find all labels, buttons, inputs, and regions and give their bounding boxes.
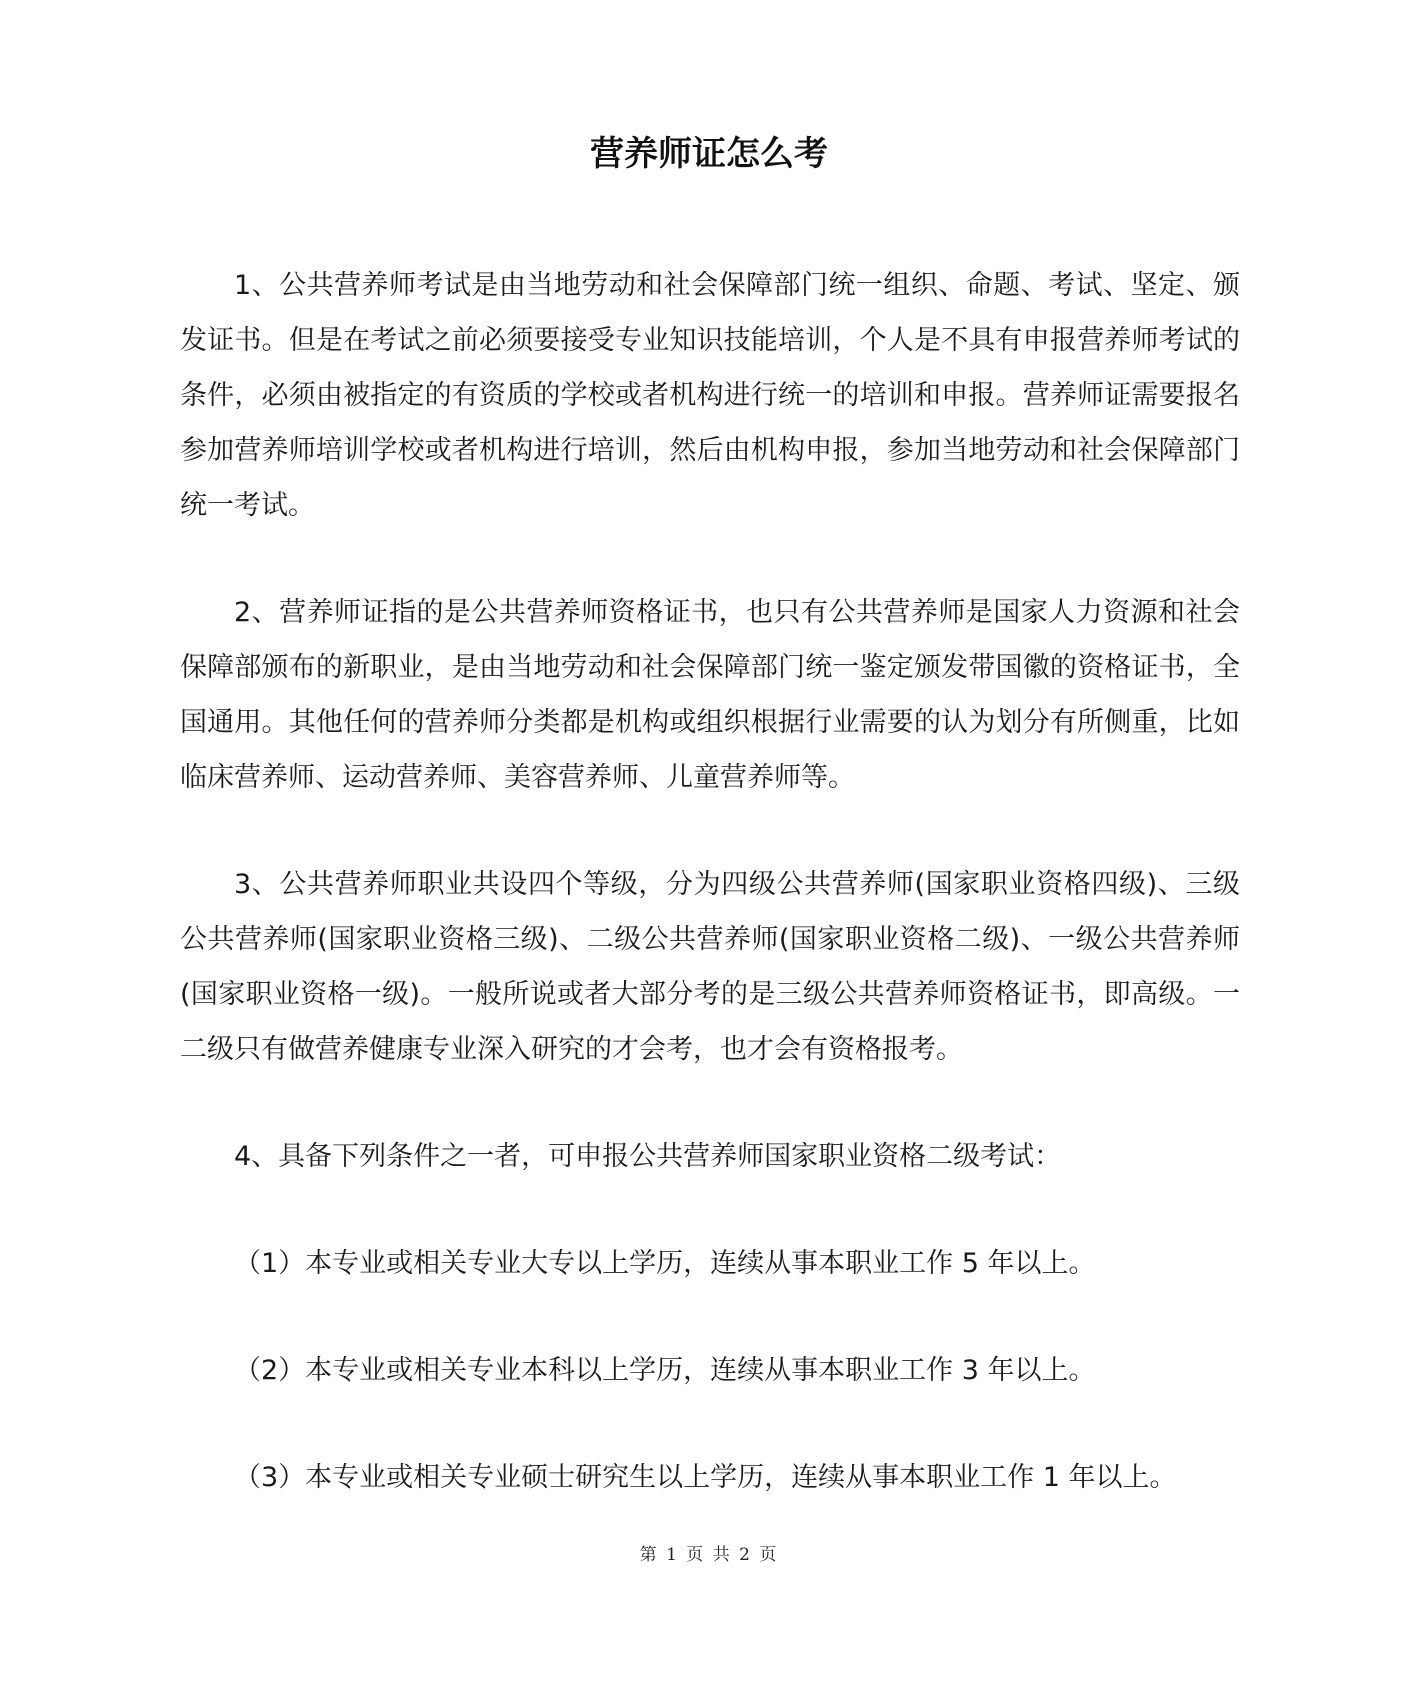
paragraph-4: 4、具备下列条件之一者，可申报公共营养师国家职业资格二级考试： [234, 1141, 1062, 1172]
paragraph-2: 2、营养师证指的是公共营养师资格证书，也只有公共营养师是国家人力资源和社会保障部颁布的新职业，是由当地劳动和社会保障部门统一鉴定颁发带国徽的资格证书，全国通用。其他任何的营养师分类都是机构或组织根据行业需要的认为划分有所侧重，比如临床营养师、运动营养师、美容营养师、儿童营养师等。 [180, 597, 1240, 793]
page-footer: 第 1 页 共 2 页 [639, 1545, 779, 1565]
paragraph-1: 1、公共营养师考试是由当地劳动和社会保障部门统一组织、命题、考试、坚定、颁发证书。但是在考试之前必须要接受专业知识技能培训，个人是不具有申报营养师考试的条件，必须由被指定的有资质的学校或者机构进行统一的培训和申报。营养师证需要报名参加营养师培训学校或者机构进行培训，然后由机构申报，参加当地劳动和社会保障部门统一考试。 [180, 270, 1240, 521]
document-title: 营养师证怎么考 [590, 134, 828, 174]
condition-item-3: （3）本专业或相关专业硕士研究生以上学历，连续从事本职业工作 1 年以上。 [234, 1462, 1177, 1493]
condition-item-1: （1）本专业或相关专业大专以上学历，连续从事本职业工作 5 年以上。 [234, 1248, 1096, 1279]
condition-item-2: （2）本专业或相关专业本科以上学历，连续从事本职业工作 3 年以上。 [234, 1355, 1096, 1386]
document-body [180, 258, 1240, 1505]
paragraph-3: 3、公共营养师职业共设四个等级，分为四级公共营养师(国家职业资格四级)、三级公共营养师(国家职业资格三级)、二级公共营养师(国家职业资格二级)、一级公共营养师(国家职业资格一级)。一般所说或者大部分考的是三级公共营养师资格证书，即高级。一二级只有做营养健康专业深入研究的才会考，也才会有资格报考。 [180, 869, 1240, 1065]
